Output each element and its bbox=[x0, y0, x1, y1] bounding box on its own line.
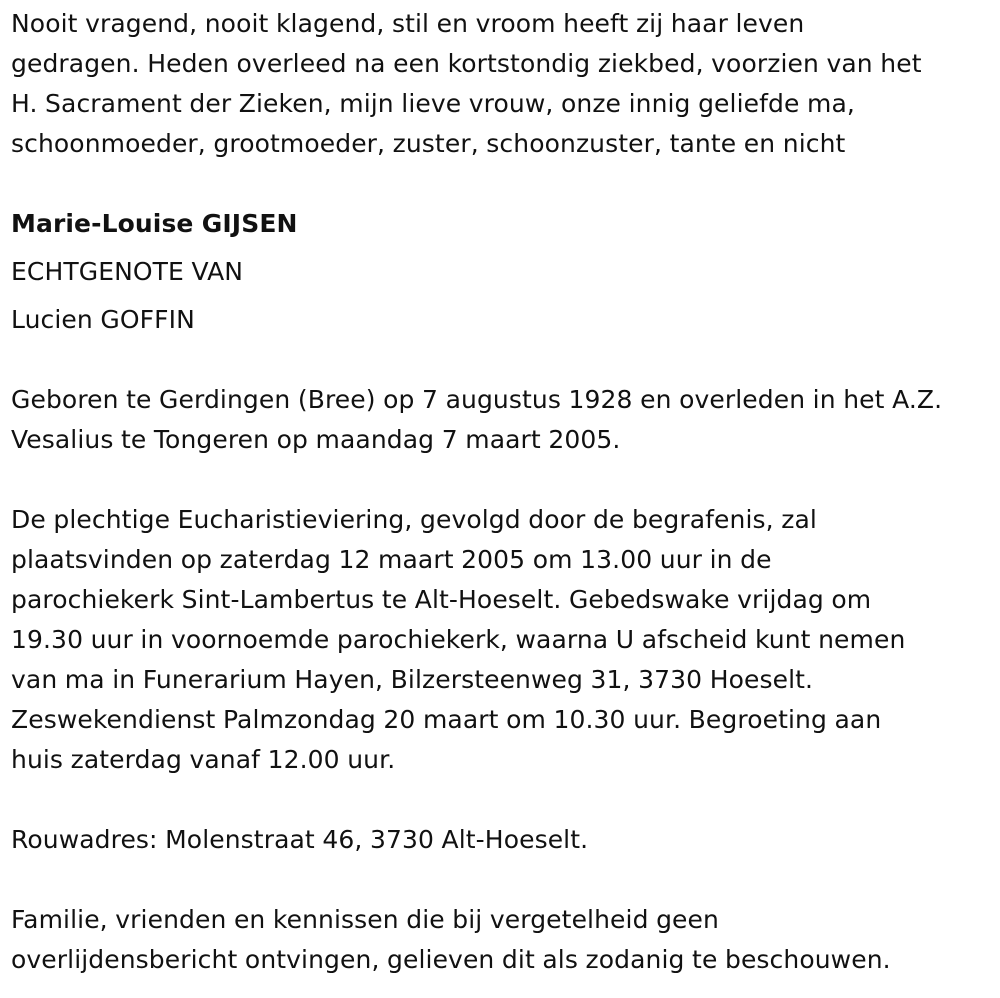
text-line: H. Sacrament der Zieken, mijn lieve vrouw, onze innig geliefde ma, bbox=[11, 89, 855, 118]
spouse-name: Lucien GOFFIN bbox=[11, 305, 195, 334]
obituary-document bbox=[11, 4, 996, 980]
text-line: huis zaterdag vanaf 12.00 uur. bbox=[11, 745, 396, 774]
intro-paragraph bbox=[11, 4, 996, 164]
relation-label: ECHTGENOTE VAN bbox=[11, 257, 244, 286]
text-line: schoonmoeder, grootmoeder, zuster, schoonzuster, tante en nicht bbox=[11, 129, 846, 158]
deceased-block bbox=[11, 204, 996, 340]
text-line: gedragen. Heden overleed na een kortstondig ziekbed, voorzien van het bbox=[11, 49, 922, 78]
text-line: Nooit vragend, nooit klagend, stil en vroom heeft zij haar leven bbox=[11, 9, 805, 38]
deceased-name: Marie-Louise GIJSEN bbox=[11, 209, 298, 238]
text-line: Vesalius te Tongeren op maandag 7 maart 2005. bbox=[11, 425, 621, 454]
text-line: Zeswekendienst Palmzondag 20 maart om 10.30 uur. Begroeting aan bbox=[11, 705, 882, 734]
closing-paragraph bbox=[11, 900, 996, 980]
address-paragraph bbox=[11, 820, 996, 860]
text-line: De plechtige Eucharistieviering, gevolgd door de begrafenis, zal bbox=[11, 505, 817, 534]
text-line: 19.30 uur in voornoemde parochiekerk, waarna U afscheid kunt nemen bbox=[11, 625, 906, 654]
birth-paragraph bbox=[11, 380, 996, 460]
text-line: van ma in Funerarium Hayen, Bilzersteenweg 31, 3730 Hoeselt. bbox=[11, 665, 814, 694]
service-paragraph bbox=[11, 500, 996, 780]
text-line: Familie, vrienden en kennissen die bij vergetelheid geen bbox=[11, 905, 719, 934]
text-line: plaatsvinden op zaterdag 12 maart 2005 om 13.00 uur in de bbox=[11, 545, 772, 574]
text-line: Geboren te Gerdingen (Bree) op 7 augustus 1928 en overleden in het A.Z. bbox=[11, 385, 943, 414]
mourning-address: Rouwadres: Molenstraat 46, 3730 Alt-Hoeselt. bbox=[11, 825, 589, 854]
text-line: overlijdensbericht ontvingen, gelieven dit als zodanig te beschouwen. bbox=[11, 945, 891, 974]
text-line: parochiekerk Sint-Lambertus te Alt-Hoeselt. Gebedswake vrijdag om bbox=[11, 585, 872, 614]
